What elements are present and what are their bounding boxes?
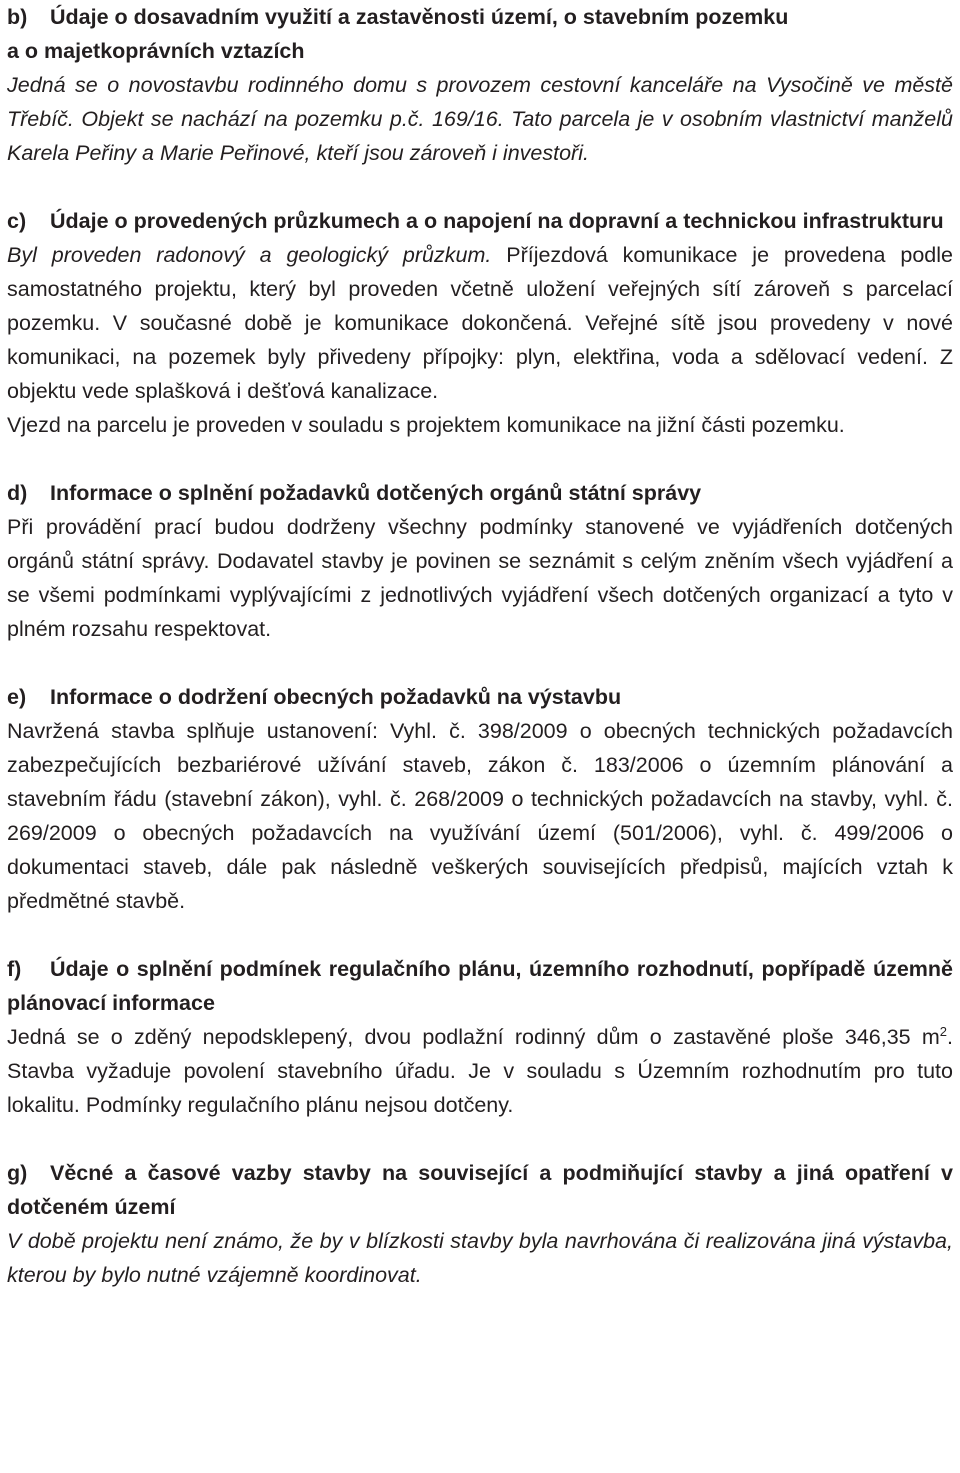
section-c-letter: c) xyxy=(7,209,27,233)
spacer xyxy=(7,1122,953,1156)
section-d-letter: d) xyxy=(7,481,28,505)
section-c-heading xyxy=(7,204,953,238)
section-e-title: Informace o dodržení obecných požadavků na výstavbu xyxy=(50,685,622,709)
section-f xyxy=(7,952,953,1122)
section-b xyxy=(7,0,953,170)
section-c-paragraph-1-rest: Příjezdová komunikace je provedena podle samostatného projektu, který byl proveden včetně uložení veřejných sítí zároveň s parcelací pozemku. V současné době je komunikace dokončená. Veřejné sítě jsou provedeny v nové komunikaci, na pozemek byly přivedeny přípojky: plyn, elektřina, voda a sdělovací vedení. Z objektu vede splašková i dešťová kanalizace. xyxy=(7,243,954,403)
section-d-heading xyxy=(7,476,953,510)
section-b-heading xyxy=(7,0,953,68)
section-d xyxy=(7,476,953,646)
section-f-paragraph xyxy=(7,1020,953,1122)
section-f-paragraph-part-b: . Stavba vyžaduje povolení stavebního úřadu. Je v souladu s Územním rozhodnutím pro tuto lokalitu. Podmínky regulačního plánu nejsou dotčeny. xyxy=(7,1025,953,1117)
section-f-title: Údaje o splnění podmínek regulačního plánu, územního rozhodnutí, popřípadě územně plánovací informace xyxy=(7,957,953,1015)
section-e-heading xyxy=(7,680,953,714)
spacer xyxy=(7,918,953,952)
section-b-title-line2: a o majetkoprávních vztazích xyxy=(7,39,305,63)
section-c-title: Údaje o provedených průzkumech a o napojení na dopravní a technickou infrastrukturu xyxy=(50,209,944,233)
spacer xyxy=(7,646,953,680)
section-g xyxy=(7,1156,953,1292)
section-e-paragraph: Navržená stavba splňuje ustanovení: Vyhl. č. 398/2009 o obecných technických požadavcích zabezpečujících bezbariérové užívání staveb, zákon č. 183/2006 o územním plánování a stavebním řádu (stavební zákon), vyhl. č. 268/2009 o technických požadavcích na stavby, vyhl. č. 269/2009 o obecných požadavcích na využívání území (501/2006), vyhl. č. 499/2006 o dokumentaci staveb, dále pak následně veškerých souvisejících předpisů, majících vztah k předmětné stavbě. xyxy=(7,719,953,913)
section-e-letter: e) xyxy=(7,685,27,709)
section-f-paragraph-part-a: Jedná se o zděný nepodsklepený, dvou podlažní rodinný dům o zastavěné ploše 346,35 m xyxy=(7,1025,940,1049)
section-g-title: Věcné a časové vazby stavby na související a podmiňující stavby a jiná opatření v dotčeném území xyxy=(7,1161,953,1219)
section-b-title-line1: Údaje o dosavadním využití a zastavěnosti území, o stavebním pozemku xyxy=(50,5,789,29)
section-c xyxy=(7,204,953,442)
spacer xyxy=(7,442,953,476)
section-b-letter: b) xyxy=(7,5,28,29)
section-g-heading xyxy=(7,1156,953,1224)
section-g-letter: g) xyxy=(7,1161,28,1185)
section-f-letter: f) xyxy=(7,957,22,981)
section-d-title: Informace o splnění požadavků dotčených orgánů státní správy xyxy=(50,481,702,505)
section-f-superscript: 2 xyxy=(939,1023,948,1039)
section-b-paragraph: Jedná se o novostavbu rodinného domu s provozem cestovní kanceláře na Vysočině ve městě Třebíč. Objekt se nachází na pozemku p.č. 169/16. Tato parcela je v osobním vlastnictví manželů Karela Peřiny a Marie Peřinové, kteří jsou zároveň i investoři. xyxy=(7,73,953,165)
section-f-heading xyxy=(7,952,953,1020)
section-c-paragraph-1-italic: Byl proveden radonový a geologický průzkum. xyxy=(7,243,492,267)
spacer xyxy=(7,170,953,204)
section-d-paragraph: Při provádění prací budou dodrženy všechny podmínky stanovené ve vyjádřeních dotčených orgánů státní správy. Dodavatel stavby je povinen se seznámit s celým zněním všech vyjádření a se všemi podmínkami vyplývajícími z jednotlivých vyjádření všech dotčených organizací a tyto v plném rozsahu respektovat. xyxy=(7,515,953,641)
section-c-paragraph-2: Vjezd na parcelu je proveden v souladu s projektem komunikace na jižní části pozemku. xyxy=(7,413,845,437)
section-g-paragraph: V době projektu není známo, že by v blízkosti stavby byla navrhována či realizována jiná výstavba, kterou by bylo nutné vzájemně koordinovat. xyxy=(7,1229,953,1287)
section-c-paragraph-1 xyxy=(7,238,953,408)
section-e xyxy=(7,680,953,918)
